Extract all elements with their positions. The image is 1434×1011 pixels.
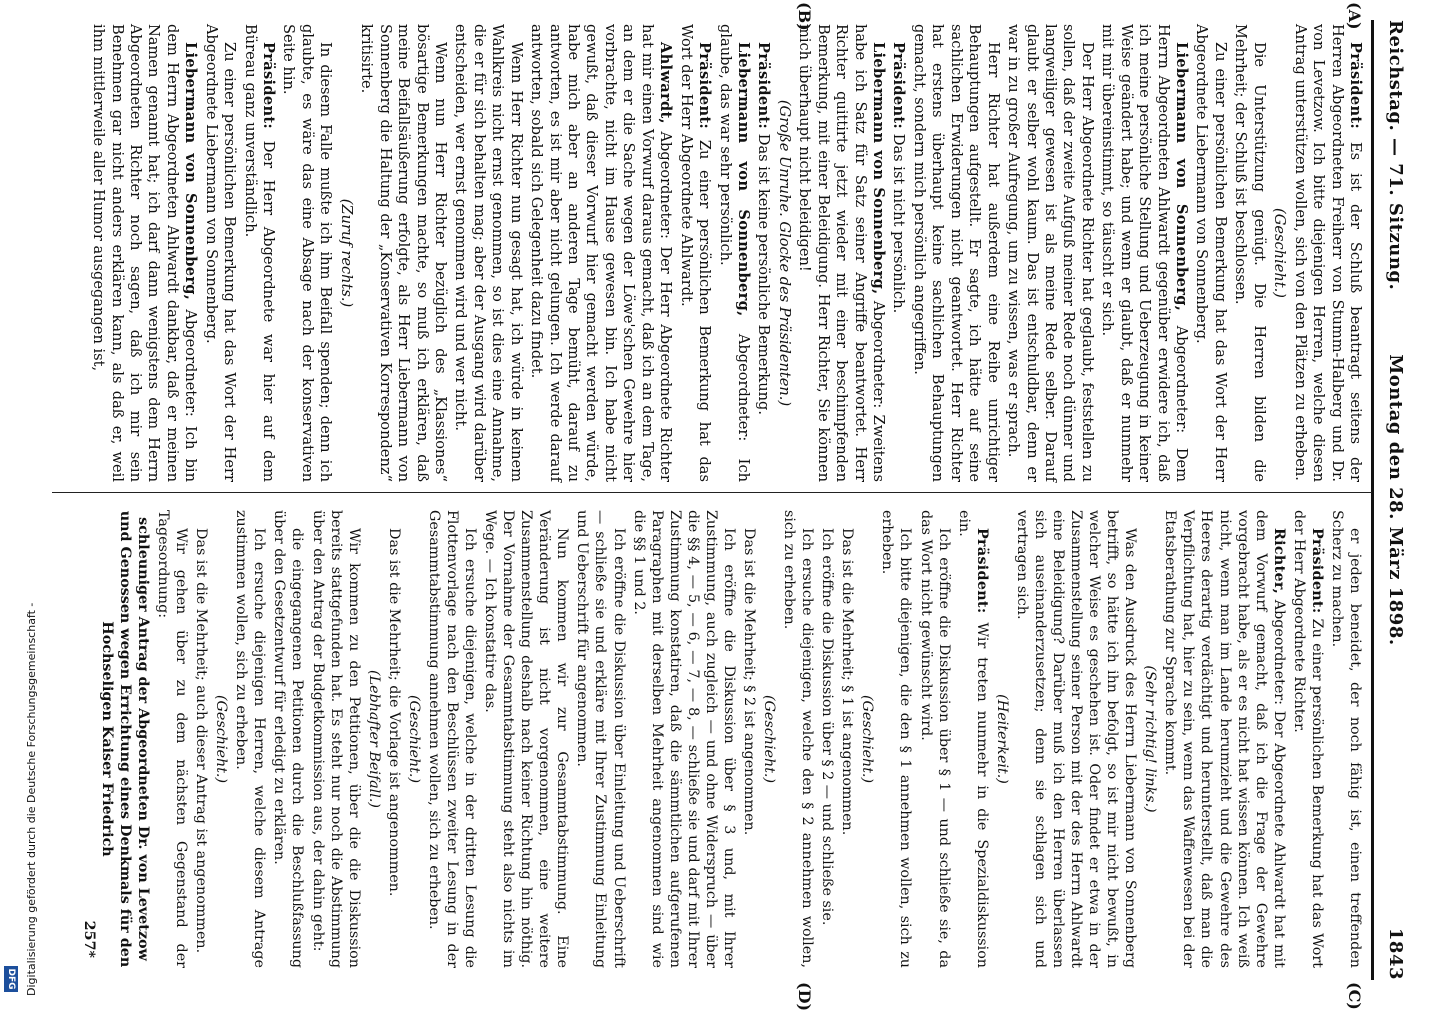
speaker-name: Liebermann von Sonnenberg, bbox=[870, 42, 888, 295]
dfg-logo bbox=[4, 966, 18, 992]
speaker-name: Präsident: bbox=[1347, 42, 1364, 130]
paragraph bbox=[780, 510, 816, 968]
paragraph bbox=[910, 24, 1002, 482]
paragraph-text: Der Herr Abgeordnete Richter hat geglaubt, feststellen zu sollen, daß der zweite Aufguß meiner Rede noch dünner und langweiliger gewesen ist als meine Rede selber. Darauf glaubt er selber wohl kaum. Das ist entschuldbar, denn er war in zu großer Aufregung, um zu wissen, was er sprach. bbox=[1005, 24, 1096, 482]
paragraph bbox=[232, 510, 268, 968]
paragraph-text: Das ist die Mehrheit; § 1 ist angenommen. bbox=[839, 528, 856, 836]
stage-direction: (Geschieht.) bbox=[213, 694, 230, 784]
paragraph bbox=[917, 510, 953, 968]
paragraph bbox=[1004, 24, 1096, 482]
paragraph bbox=[1013, 510, 1139, 968]
paragraph bbox=[357, 24, 449, 482]
paragraph bbox=[270, 510, 306, 968]
speaker-name: Liebermann von Sonnenberg, bbox=[735, 42, 752, 317]
paragraph-text: Wenn Herr Richter nun gesagt hat, ich würde in keinem Wahlkreis nicht ernst genommen, so ist dies eine Annahme, die er für sich behalten mag; aber der Ausgang wird darüber entscheiden, wer ernst genommen wird und wer nicht. bbox=[452, 24, 525, 482]
paragraph bbox=[481, 510, 571, 968]
paragraph-text: Nun kommen wir zur Gesammtabstimmung. Eine Veränderung ist nicht vorgenommen, eine weitere Zusammenstellung deshalb nach keiner Richtung hin nöthig. Der Vornahme der Gesammtabstimmung steht also nichts im Wege. — Ich konstatire das. bbox=[482, 510, 571, 968]
paragraph bbox=[630, 510, 738, 968]
paragraph-text: Das ist die Mehrheit; auch dieser Antrag ist angenommen. bbox=[193, 528, 210, 954]
paragraph bbox=[1192, 24, 1229, 482]
speaker-name: Präsident: bbox=[260, 42, 278, 130]
speaker-name: Präsident: bbox=[755, 42, 773, 130]
paragraph bbox=[1328, 510, 1364, 968]
header-date: Montag den 28. März 1898. bbox=[1385, 354, 1406, 646]
paragraph-text: Ich ersuche diejenigen, welche in der dritten Lesung die Flottenvorlage nach den Beschlüssen zweiter Lesung in der Gesammtabstimmung annehmen wollen, sich zu erheben. bbox=[425, 510, 479, 968]
right-column bbox=[80, 510, 1364, 968]
paragraph-text: Zu einer persönlichen Bemerkung hat das Wort der Herr Abgeordnete Richter. bbox=[1290, 510, 1325, 968]
paragraph bbox=[1231, 24, 1268, 482]
paragraph bbox=[1290, 510, 1326, 968]
paragraph-text: Abgeordneter: Dem Herrn Abgeordneten Ahlwardt gegenüber erwidere ich, daß ich meine persönliche Stellung und Ueberzeugung in keiner Weise geändert habe; und wenn er glaubt, daß er nunmehr mit mir übereinstimmt, so täuscht er sich. bbox=[1099, 24, 1191, 483]
paragraph-text: Es ist der Schluß beantragt seitens der Herren Abgeordneten Freiherr von Stumm-Halberg und Dr. von Levetzow. Ich bitte diejenigen Herren, welche diesen Antrag unterstützen wollen, sich von den Plätzen zu erheben. bbox=[1291, 24, 1364, 482]
speaker-name: Ahlwardt, bbox=[657, 42, 675, 124]
paragraph bbox=[715, 24, 752, 482]
paragraph bbox=[838, 510, 856, 968]
paragraph bbox=[754, 24, 772, 482]
paragraph bbox=[385, 510, 403, 968]
paragraph-text: Zu einer persönlichen Bemerkung hat das Wort der Herr Abgeordnete Liebermann von Sonnenberg. bbox=[1193, 24, 1229, 482]
paragraph bbox=[192, 510, 210, 968]
paragraph bbox=[451, 24, 525, 482]
paragraph-text: Ich bitte diejenigen, die den § 1 annehmen wollen, sich zu erheben. bbox=[879, 510, 914, 968]
side-credit bbox=[0, 0, 38, 1000]
paragraph bbox=[676, 24, 713, 482]
speaker-name: Präsident: bbox=[890, 42, 908, 130]
paragraph-text: Wir kommen zu den Petitionen, über die die Diskussion bereits stattgefunden hat. Es steht nur noch die Abstimmung über den Antrag der Budgetkommission aus, der dahin geht: bbox=[309, 510, 362, 968]
header-session: Reichstag. — 71. Sitzung. bbox=[1385, 20, 1406, 291]
paragraph bbox=[1098, 24, 1190, 482]
agenda-heading: schleuniger Antrag der Abgeordneten Dr. von Levetzow und Genossen wegen Errichtung eines Denkmals für den Hochseligen Kaiser Friedrich bbox=[98, 510, 151, 968]
paragraph-text: Wenn nun Herr Richter bezüglich des „Klassiones“ bösartige Bemerkungen machte, so muß ich erklären, daß meine Beifallsäußerung erfolgte, als Herr Liebermann von Sonnenberg die Haltung der „Konservativen Korrespondenz“ kritisirte. bbox=[358, 24, 449, 482]
speaker-name: Präsident: bbox=[1308, 528, 1325, 614]
paragraph-text: Ich ersuche diejenigen, welche den § 2 annehmen wollen, sich zu erheben. bbox=[781, 510, 816, 968]
paragraph-text: Ich eröffne die Diskussion über § 1 — und schließe sie, da das Wort nicht gewünscht wird. bbox=[917, 510, 952, 968]
margin-marker-b: (B) bbox=[795, 2, 814, 31]
stage-direction: (Geschieht.) bbox=[859, 694, 876, 784]
left-column bbox=[87, 24, 1364, 482]
paragraph bbox=[309, 510, 363, 968]
paragraph bbox=[955, 510, 991, 968]
stage-direction: (Geschieht.) bbox=[405, 694, 422, 784]
stage-direction: (Zuruf rechts.) bbox=[337, 198, 355, 308]
speaker-name: Richter, bbox=[1270, 528, 1287, 594]
paragraph bbox=[240, 24, 277, 482]
paragraph-text: Abgeordneter: Zweitens habe ich Satz für Satz seiner Angriffe beantwortet. Herr Richter quittirte jetzt wieder mit einer beschimpfenden Bemerkung, mit einer Beleidigung. Herr Richter, Sie können mich überhaupt nicht beleidigen! bbox=[796, 24, 888, 483]
speaker-name: Präsident: bbox=[973, 528, 990, 614]
paragraph-text: Ich ersuche diejenigen Herren, welche diesem Antrage zustimmen wollen, sich zu erheben. bbox=[233, 510, 268, 968]
page-number: 1843 bbox=[1385, 927, 1406, 980]
paragraph-text: Abgeordneter: Der Abgeordnete Ahlwardt hat mit dem Vorwurf gemacht, daß ich die Frage der Gewehre vorgebracht habe, als er es nicht hat wissen können. Ich weiß nicht, wenn man im Lande herumzieht und die Gewehre des Heeres derartig verdächtigt und herunterstellt, daß man die Verpflichtung hat, hier zu sein, wenn das Waffenwesen bei der Etatsberathung zur Sprache kommt. bbox=[1162, 510, 1287, 969]
paragraph-text: Das ist keine persönliche Bemerkung. bbox=[755, 133, 773, 416]
paragraph bbox=[154, 510, 190, 968]
paragraph-text: Das ist nicht persönlich. bbox=[890, 133, 908, 314]
paragraph bbox=[889, 24, 907, 482]
paragraph-text: Was den Ausdruck des Herrn Liebermann von Sonnenberg betrifft, so hätte ich ihn befolgt, so ist mir nicht bewußt, in welcher Weise es geschehen ist. Oder findet er etwa in der Zusammenstellung seiner Person mit der des Herrn Ahlwardt eine Beleidigung? Darüber muß ich den Herren überlassen sich auseinanderzusetzen; denn sie schlagen sich und vertragen sich. bbox=[1013, 510, 1139, 968]
paragraph-text: Abgeordneter: Ich bin dem Herrn Abgeordneten Ahlwardt dankbar, daß er meinen Namen genannt hat; ich darf dann wenigstens dem Herrn Abgeordneten Richter noch sagen, daß ich mir sein Benehmen gar nicht anders erklären kann, als daß er, weil ihm mittlerweile aller Humor ausgegangen ist, bbox=[90, 24, 200, 483]
paragraph-text: Herr Richter hat außerdem eine Reihe unrichtiger Behauptungen aufgestellt. Er sagte, ich hätte auf seine sachlichen Erwiderungen nicht geantwortet. Herr Richter hat erstens überhaupt keine sachlichen Behauptungen gemacht, sondern mich persönlich angegriffen. bbox=[910, 24, 1002, 482]
paragraph-text: Zu einer persönlichen Bemerkung hat das Wort der Herr Abgeordnete Liebermann von Sonnenberg. bbox=[202, 24, 239, 482]
paragraph-text: Abgeordneter: Der Herr Abgeordnete Richter hat mir einen Vorwurf daraus gemacht, daß ich an dem Tage, an dem er die Sache wegen der Löwe'schen Gewehre hier vorbrachte, nicht im Hause gewesen bin. Ich habe nicht gewußt, daß dieser Vorwurf hier gemacht werden würde, habe mich aber an anderen Tage bemüht, darauf zu antworten, es ist mir aber nicht gelungen. Ich werde darauf antworten, sobald sich Gelegenheit dazu findet. bbox=[528, 24, 675, 482]
paragraph-text: Zu einer persönlichen Bemerkung hat das Wort der Herr Abgeordnete Ahlwardt. bbox=[677, 24, 714, 482]
header-rule bbox=[1371, 20, 1374, 980]
paragraph bbox=[279, 24, 334, 482]
paragraph bbox=[573, 510, 627, 968]
paragraph bbox=[1161, 510, 1287, 968]
stage-direction: (Sehr richtig! links.) bbox=[1142, 665, 1159, 813]
paragraph bbox=[201, 24, 238, 482]
page-header bbox=[1376, 20, 1406, 980]
margin-marker-a: (A) bbox=[1345, 2, 1364, 30]
paragraph-text: Das ist die Mehrheit; die Vorlage ist angenommen. bbox=[385, 528, 402, 897]
paragraph bbox=[818, 510, 836, 968]
paragraph-text: Das ist die Mehrheit; § 2 ist angenommen. bbox=[741, 528, 757, 836]
paragraph-text: In diesem Falle mußte ich ihm Beifall spenden; denn ich glaubte, es wäre das eine Absage nach der konservativen Seite hin. bbox=[280, 24, 335, 482]
paragraph-text: die eingegangenen Petitionen durch die Beschlußfassung über den Gesetzentwurf für erledigt zu erklären. bbox=[271, 510, 306, 968]
paragraph bbox=[527, 24, 675, 482]
paragraph-text: Der Herr Abgeordnete war hier auf dem Büreau ganz unverständlich. bbox=[241, 24, 278, 482]
paragraph-text: Abgeordneter: Ich glaube, das war sehr persönlich. bbox=[716, 24, 752, 483]
paragraph bbox=[425, 510, 479, 968]
paragraph-text: Die Unterstützung genügt. Die Herren bilden die Mehrheit; der Schluß ist beschlossen. bbox=[1232, 24, 1268, 482]
stage-direction: (Lebhafter Beifall.) bbox=[365, 670, 382, 808]
sheet-signature: 257* bbox=[80, 920, 97, 958]
speaker-name: Präsident: bbox=[696, 42, 714, 130]
paragraph-text: Ich eröffne die Diskussion über § 3 und, mit Ihrer Zustimmung, auch zugleich — und ohne Widerspruch — über die §§ 4, — 5, — 6, — 7, — 8, — schließe sie und darf mit Ihrer Zustimmung konstatiren, daß die sämmtlichen aufgerufenen Paragraphen mit derselben Mehrheit angenommen sind wie die §§ 1 und 2. bbox=[630, 510, 737, 968]
paragraph bbox=[795, 24, 887, 482]
margin-marker-c: (C) bbox=[1345, 982, 1364, 1010]
paragraph-text: Ich eröffne die Diskussion über Einleitung und Ueberschrift — schließe sie und erkläre mit Ihrer Zustimmung Einleitung und Ueberschrift für angenommen. bbox=[574, 510, 627, 968]
paragraph-text: er jeden beneidet, der noch fähig ist, einen treffenden Scherz zu machen. bbox=[1328, 510, 1363, 968]
side-credit-text: Digitalisierung gefördert durch die Deutsche Forschungsgemeinschaft - bbox=[25, 602, 38, 996]
paragraph-text: Wir gehen über zu dem nächsten Gegenstand der Tagesordnung: bbox=[155, 510, 190, 968]
margin-marker-d: (D) bbox=[795, 982, 814, 1011]
dfg-logo-text: DFG bbox=[6, 968, 16, 990]
paragraph bbox=[89, 24, 200, 482]
speaker-name: Liebermann von Sonnenberg, bbox=[182, 42, 200, 301]
paragraph bbox=[740, 510, 758, 968]
stage-direction: (Große Unruhe. Glocke des Präsidenten.) bbox=[775, 99, 793, 407]
stage-direction: (Heiterkeit.) bbox=[993, 694, 1010, 784]
stage-direction: (Geschieht.) bbox=[1271, 208, 1289, 298]
column-divider bbox=[52, 492, 1372, 493]
paragraph bbox=[1290, 24, 1364, 482]
paragraph-text: Wir treten nunmehr in die Spezialdiskussion ein. bbox=[955, 510, 990, 969]
speaker-name: Liebermann von Sonnenberg, bbox=[1173, 42, 1191, 312]
paragraph bbox=[878, 510, 914, 968]
stage-direction: (Geschieht.) bbox=[761, 694, 778, 784]
paragraph-text: Ich eröffne die Diskussion über § 2 — und schließe sie. bbox=[819, 528, 836, 926]
